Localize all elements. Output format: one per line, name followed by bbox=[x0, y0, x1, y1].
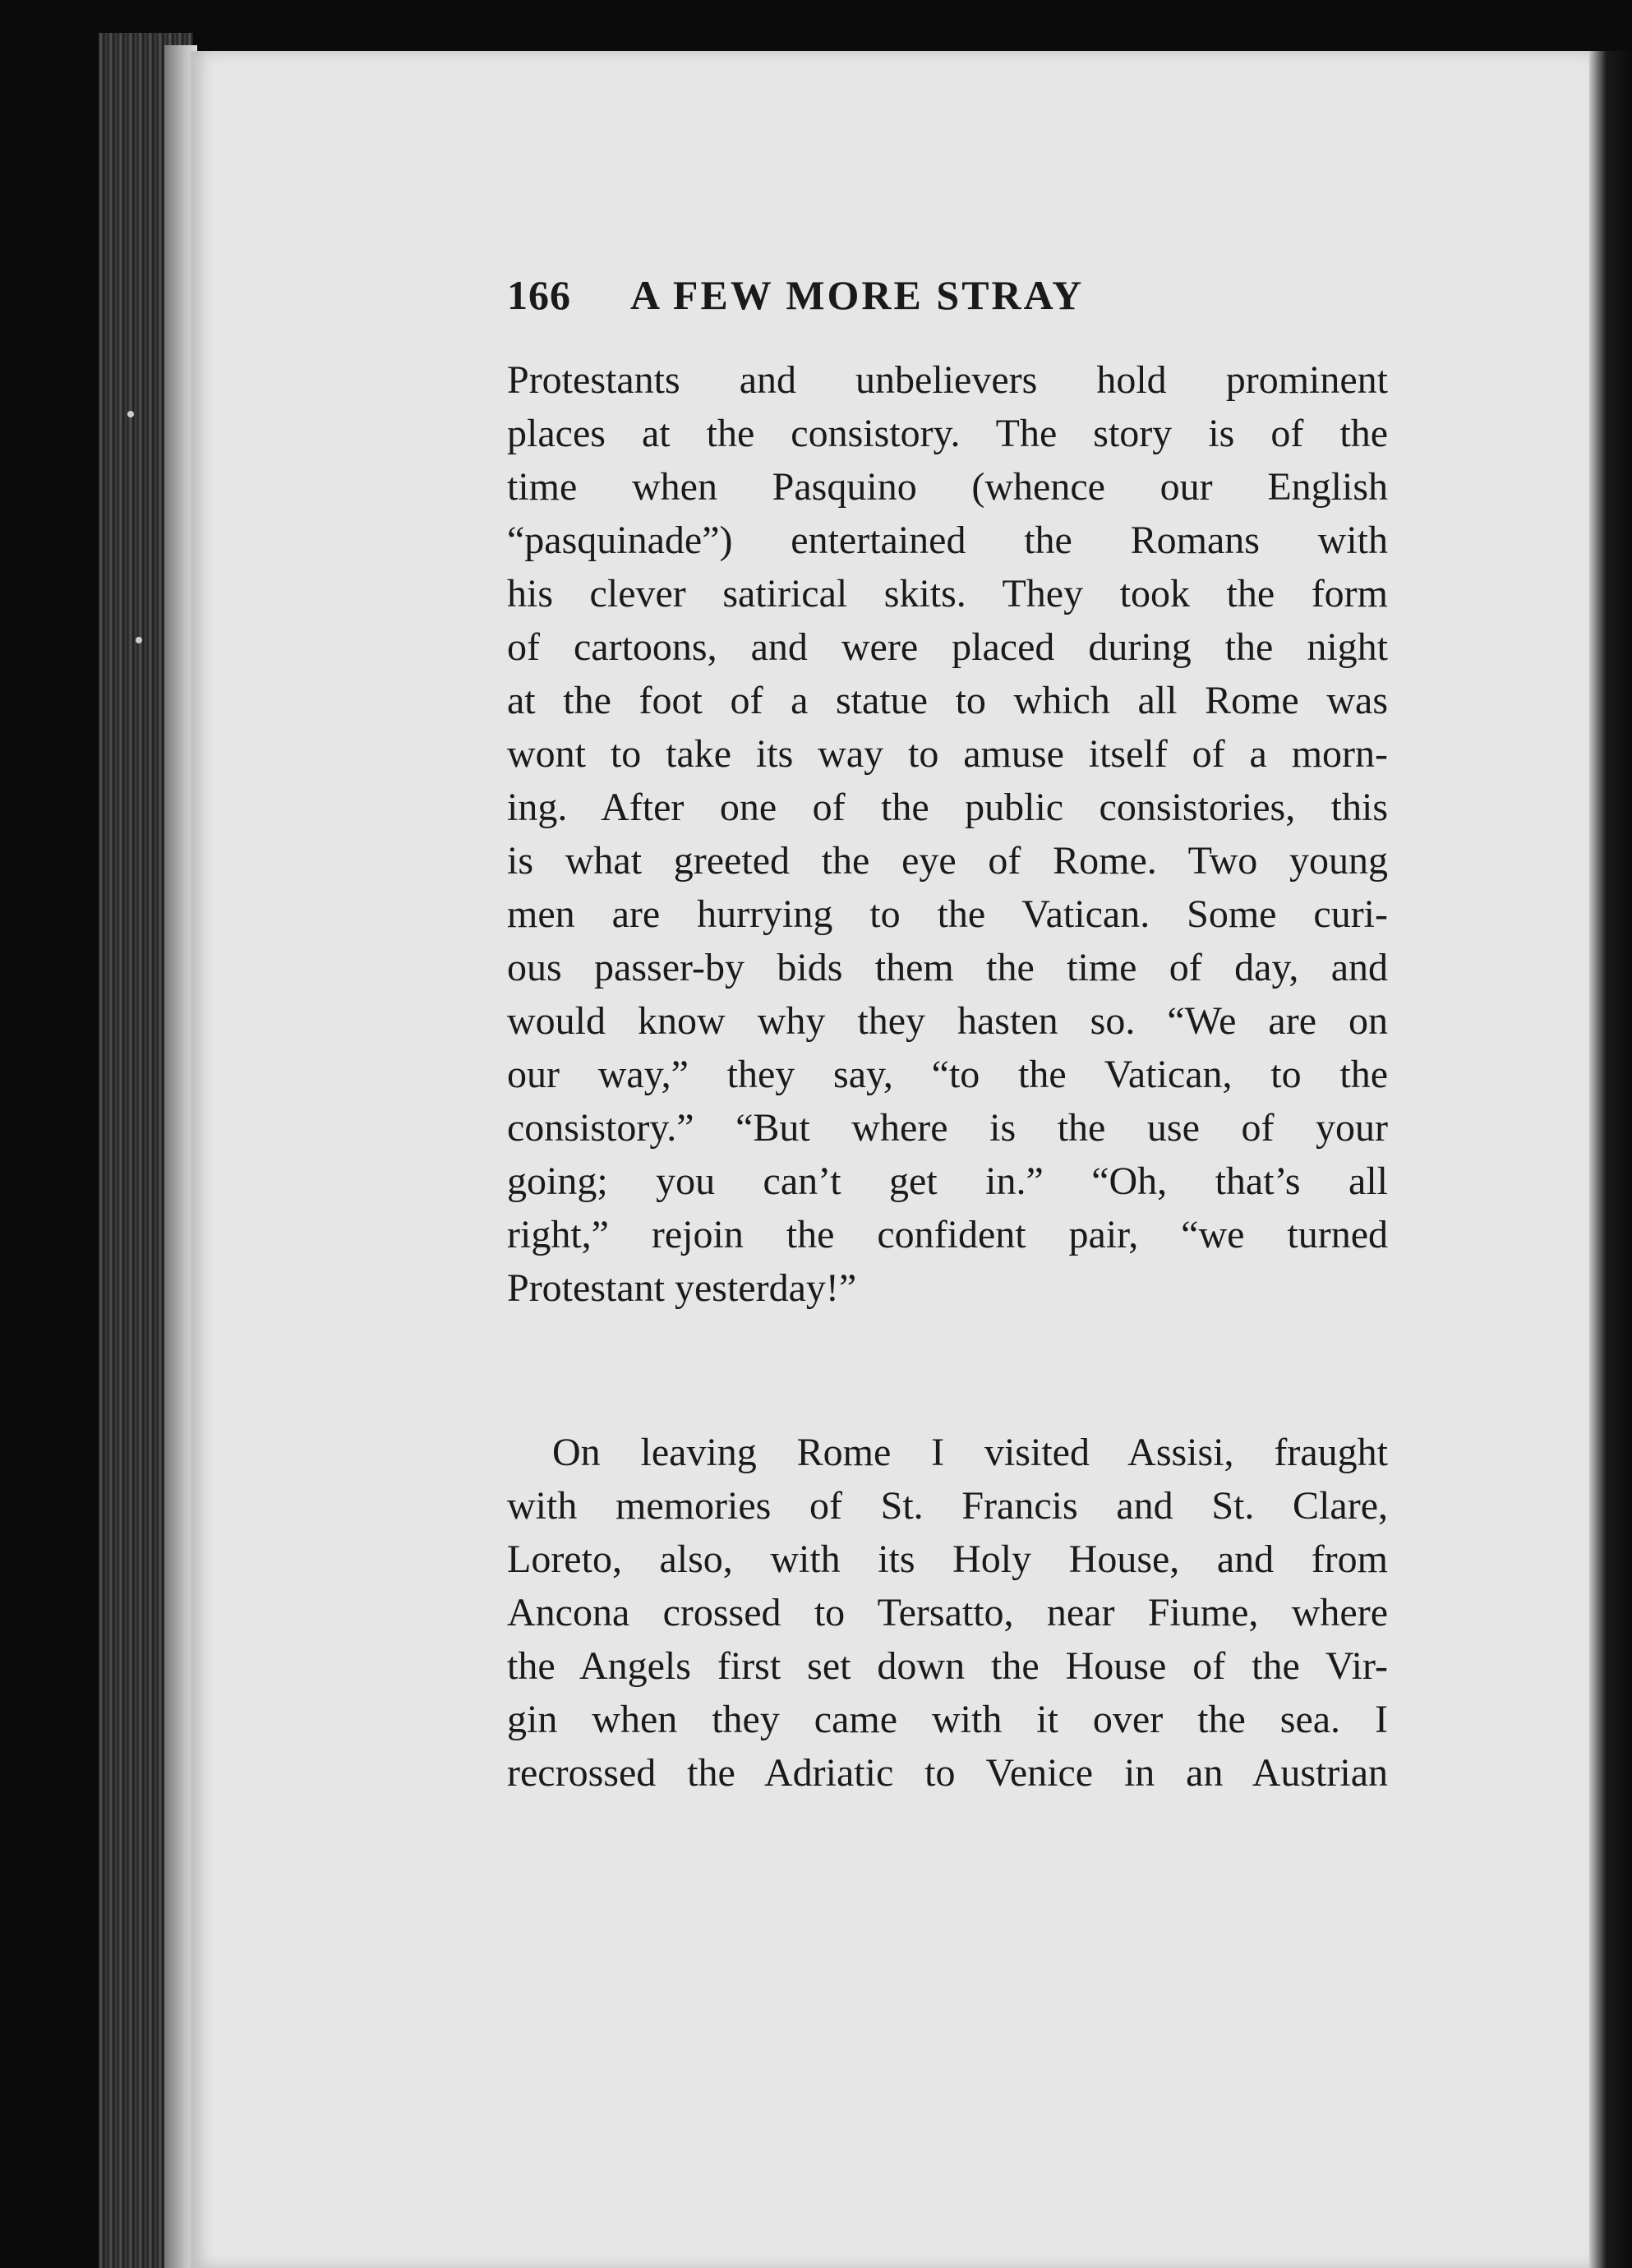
text-line: at the foot of a statue to which all Rome was bbox=[507, 679, 1388, 722]
text-line: ing. After one of the public consistories, this bbox=[507, 786, 1388, 829]
paragraph-2 bbox=[507, 1426, 1388, 1800]
text-line: recrossed the Adriatic to Venice in an Austrian bbox=[507, 1751, 1388, 1795]
text-line: Protestants and unbelievers hold prominent bbox=[507, 358, 1388, 402]
text-line: Ancona crossed to Tersatto, near Fiume, where bbox=[507, 1591, 1388, 1634]
text-line: going; you can’t get in.” “Oh, that’s all bbox=[507, 1159, 1388, 1203]
running-head-title: A FEW MORE STRAY bbox=[630, 272, 1085, 318]
text-line: of cartoons, and were placed during the night bbox=[507, 625, 1388, 669]
paragraph-1 bbox=[507, 353, 1388, 1315]
top-dark-margin bbox=[0, 0, 1632, 51]
text-line: Protestant yesterday!” bbox=[507, 1266, 857, 1310]
right-page-edge bbox=[1589, 51, 1632, 2268]
text-line: Loreto, also, with its Holy House, and from bbox=[507, 1537, 1388, 1581]
text-line: would know why they hasten so. “We are on bbox=[507, 999, 1388, 1043]
text-line: gin when they came with it over the sea. I bbox=[507, 1698, 1388, 1741]
text-line: ous passer-by bids them the time of day, and bbox=[507, 946, 1388, 989]
text-line: is what greeted the eye of Rome. Two young bbox=[507, 839, 1388, 883]
text-line: On leaving Rome I visited Assisi, fraught bbox=[552, 1431, 1388, 1474]
text-line: “pasquinade”) entertained the Romans with bbox=[507, 519, 1388, 562]
text-line: with memories of St. Francis and St. Clare, bbox=[507, 1484, 1388, 1528]
text-line: his clever satirical skits. They took the form bbox=[507, 572, 1388, 615]
text-line: time when Pasquino (whence our English bbox=[507, 465, 1388, 509]
scan-speck bbox=[136, 637, 142, 643]
scan-speck bbox=[127, 411, 134, 417]
text-line: wont to take its way to amuse itself of a morn- bbox=[507, 732, 1388, 776]
text-line: our way,” they say, “to the Vatican, to the bbox=[507, 1053, 1388, 1096]
section-break bbox=[507, 1315, 1388, 1426]
running-head bbox=[507, 271, 1388, 329]
text-line: the Angels first set down the House of the Vir- bbox=[507, 1644, 1388, 1688]
page-number: 166 bbox=[507, 272, 571, 318]
text-line: consistory.” “But where is the use of your bbox=[507, 1106, 1388, 1150]
text-line: places at the consistory. The story is of the bbox=[507, 412, 1388, 455]
text-line: men are hurrying to the Vatican. Some curi- bbox=[507, 892, 1388, 936]
text-line: right,” rejoin the confident pair, “we turned bbox=[507, 1213, 1388, 1256]
page-text-block bbox=[507, 271, 1388, 1800]
